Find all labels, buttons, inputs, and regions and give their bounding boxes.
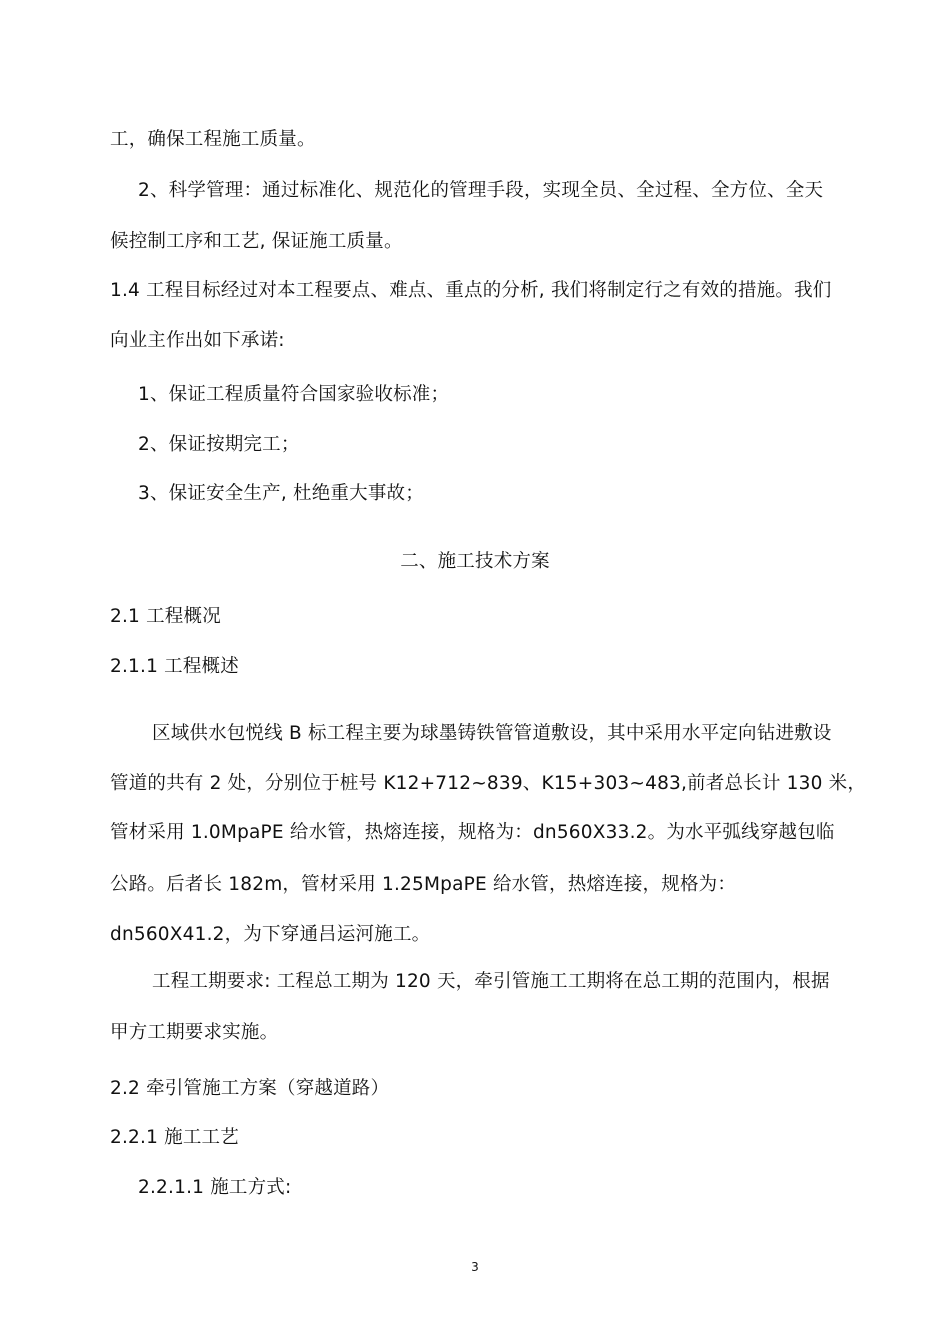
paragraph-line: 公路。后者长 182m，管材采用 1.25MpaPE 给水管，热熔连接，规格为： (110, 874, 737, 895)
list-item: 1、保证工程质量符合国家验收标准； (138, 384, 450, 405)
paragraph-line: 甲方工期要求实施。 (110, 1022, 279, 1043)
paragraph-line: 工程工期要求: 工程总工期为 120 天，牵引管施工工期将在总工期的范围内，根据 (152, 971, 830, 992)
paragraph-line: 2、科学管理：通过标准化、规范化的管理手段，实现全员、全过程、全方位、全天 (138, 180, 824, 201)
paragraph-line: dn560X41.2，为下穿通吕运河施工。 (110, 924, 431, 945)
list-item: 3、保证安全生产, 杜绝重大事故； (138, 483, 424, 504)
paragraph-line: 1.4 工程目标经过对本工程要点、难点、重点的分析, 我们将制定行之有效的措施。我们 (110, 280, 832, 301)
paragraph-line: 工，确保工程施工质量。 (110, 129, 316, 150)
paragraph-line: 区域供水包悦线 B 标工程主要为球墨铸铁管管道敷设，其中采用水平定向钻进敷设 (152, 723, 832, 744)
subsection-heading: 2.1.1 工程概述 (110, 656, 239, 677)
list-item: 2、保证按期完工； (138, 434, 300, 455)
section-heading: 二、施工技术方案 (400, 551, 550, 572)
subsection-heading: 2.2.1.1 施工方式: (138, 1177, 292, 1198)
paragraph-line: 管材采用 1.0MpaPE 给水管，热熔连接，规格为：dn560X33.2。为水平弧线穿越包临 (110, 822, 835, 843)
subsection-heading: 2.2.1 施工工艺 (110, 1127, 239, 1148)
subsection-heading: 2.1 工程概况 (110, 606, 221, 627)
subsection-heading: 2.2 牵引管施工方案（穿越道路） (110, 1078, 390, 1099)
paragraph-line: 管道的共有 2 处，分别位于桩号 K12+712~839、K15+303~483,前者总长计 130 米， (110, 773, 867, 794)
page-number: 3 (471, 1260, 479, 1274)
paragraph-line: 向业主作出如下承诺: (110, 330, 285, 351)
paragraph-line: 候控制工序和工艺, 保证施工质量。 (110, 231, 403, 252)
